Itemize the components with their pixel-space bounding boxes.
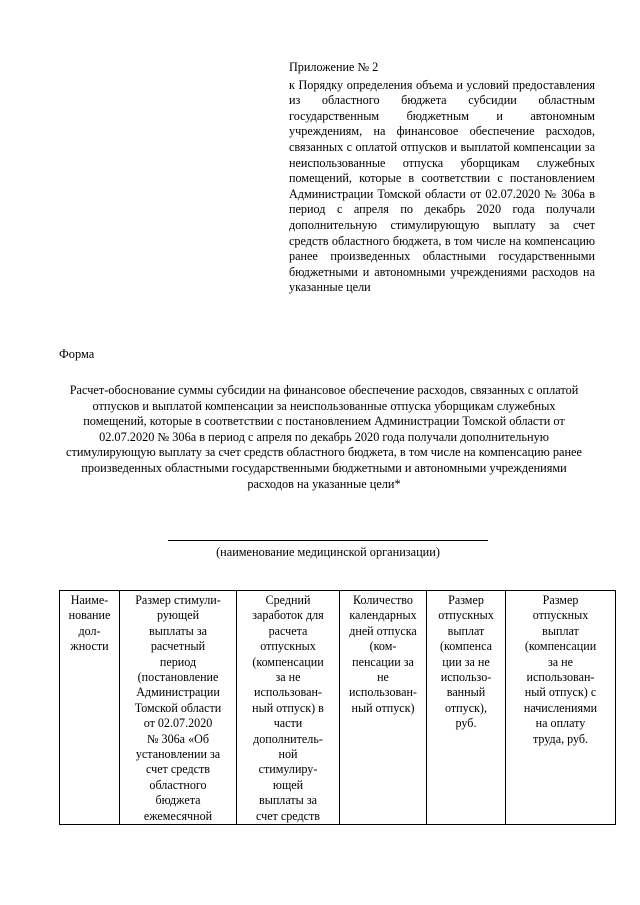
table-header-row [60, 591, 616, 825]
form-label: Форма [59, 347, 95, 361]
header-vacation-days [340, 591, 427, 825]
calculation-table [59, 590, 616, 825]
calculation-title: Расчет-обоснование суммы субсидии на финансовое обеспечение расходов, связанных с оплатой отпусков и выплатой компенсации за неиспользованные отпуска уборщикам служебных помещений, которые в соответствии с постановлением Администрации Томской области от 02.07.2020 № 306а в период с апреля по декабрь 2020 года получали дополнительную стимулирующую выплату за счет средств областного бюджета, в том числе на компенсацию ранее произведенных областными государственными бюджетными и автономными учреждениями расходов на указанные цели* [66, 383, 582, 491]
appendix-block [289, 60, 595, 296]
header-stimulating-payment-text: Размер стимули- рующей выплаты за расчетный период (постановление Администрации Томской области от 02.07.2020 № 306а «Об установлении за счет средств областного бюджета ежемесячной [134, 593, 222, 823]
organization-caption: (наименование медицинской организации) [216, 545, 440, 559]
organization-name-line [168, 540, 488, 541]
header-vacation-days-text: Количество календарных дней отпуска (ком- пенсации за не использован- ный отпуск) [349, 593, 417, 715]
appendix-title: Приложение № 2 [289, 60, 379, 74]
header-average-earnings [237, 591, 340, 825]
appendix-text: к Порядку определения объема и условий предоставления из областного бюджета субсидии областным государственным бюджетным и автономным учреждениям, на финансовое обеспечение расходов, связанных с оплатой отпусков и выплатой компенсации за неиспользованные отпуска уборщикам служебных помещений, которые в соответствии с постановлением Администрации Томской области от 02.07.2020 № 306а в период с апреля по декабрь 2020 года получали дополнительную стимулирующую выплату за счет средств областного бюджета, в том числе на компенсацию ранее произведенных областными государственными бюджетными и автономными учреждениями расходов на указанные цели [289, 77, 595, 295]
header-position-name-text: Наиме- нование дол- жности [68, 593, 111, 654]
header-average-earnings-text: Средний заработок для расчета отпускных (компенсации за не использован- ный отпуск) в части дополнитель- ной стимулиру- ющей выплаты за счет средств [252, 593, 324, 823]
header-vacation-pay-with-charges-text: Размер отпускных выплат (компенсации за не использован- ный отпуск) с начислениями на оплату труда, руб. [523, 593, 598, 746]
header-stimulating-payment [120, 591, 237, 825]
header-position-name [60, 591, 120, 825]
header-vacation-pay [427, 591, 506, 825]
header-vacation-pay-text: Размер отпускных выплат (компенса ции за не использо- ванный отпуск), руб. [438, 593, 494, 731]
header-vacation-pay-with-charges [506, 591, 616, 825]
